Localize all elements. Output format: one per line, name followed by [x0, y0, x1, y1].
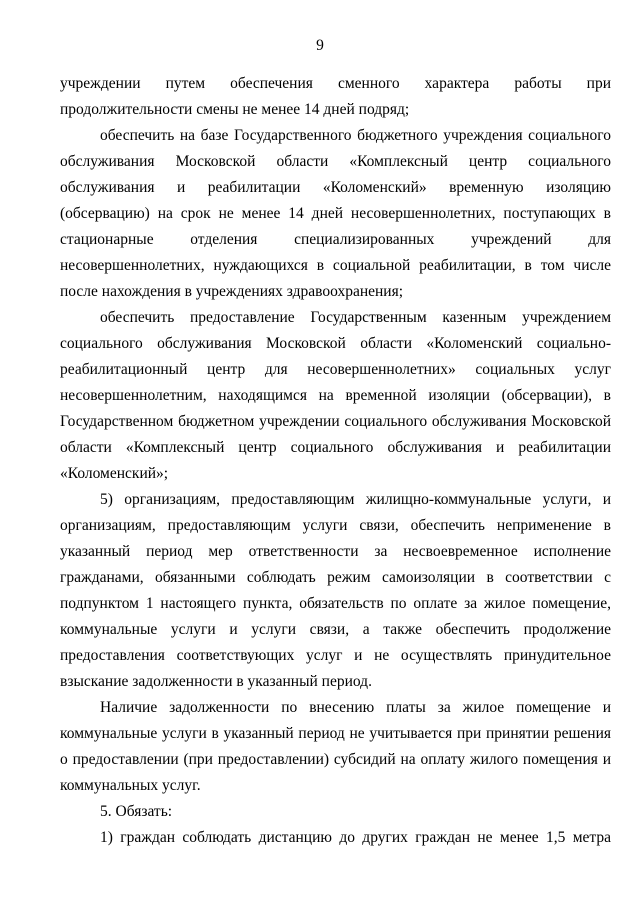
paragraph-section-5-heading: 5. Обязать:	[100, 803, 173, 820]
paragraph-item-1-distance: 1) граждан соблюдать дистанцию до других граждан не менее 1,5 метра	[100, 829, 611, 846]
paragraph-debt-subsidies: Наличие задолженности по внесению платы за жилое помещение и коммунальные услуги в указанный период не учитывается при принятии решения о предоставлении (при предоставлении) субсидий на оплату жилого помещения и коммунальных услуг.	[60, 699, 611, 794]
paragraph-observation-kolomensky: обеспечить на базе Государственного бюджетного учреждения социального обслуживания Московской области «Комплексный центр социального обслуживания и реабилитации «Коломенский» временную изоляцию (обсервацию) на срок не менее 14 дней несовершеннолетних, поступающих в стационарные отделения специализированных учреждений для несовершеннолетних, нуждающихся в социальной реабилитации, в том числе после нахождения в учреждениях здравоохранения;	[60, 127, 611, 300]
paragraph-continuation: учреждении путем обеспечения сменного характера работы при продолжительности смены не менее 14 дней подряд;	[60, 75, 611, 118]
paragraph-social-services: обеспечить предоставление Государственным казенным учреждением социального обслуживания Московской области «Коломенский социально-реабилитационный центр для несовершеннолетних» социальных услуг несовершеннолетним, находящимся на временной изоляции (обсервации), в Государственном бюджетном учреждении социального обслуживания Московской области «Комплексный центр социального обслуживания и реабилитации «Коломенский»;	[60, 309, 611, 482]
page-number: 9	[316, 37, 324, 54]
document-body	[60, 71, 611, 851]
paragraph-item-5-utilities: 5) организациям, предоставляющим жилищно-коммунальные услуги, и организациям, предоставляющим услуги связи, обеспечить неприменение в указанный период мер ответственности за несвоевременное исполнение гражданами, обязанными соблюдать режим самоизоляции в соответствии с подпунктом 1 настоящего пункта, обязательств по оплате за жилое помещение, коммунальные услуги и услуги связи, а также обеспечить продолжение предоставления соответствующих услуг и не осуществлять принудительное взыскание задолженности в указанный период.	[60, 491, 611, 690]
